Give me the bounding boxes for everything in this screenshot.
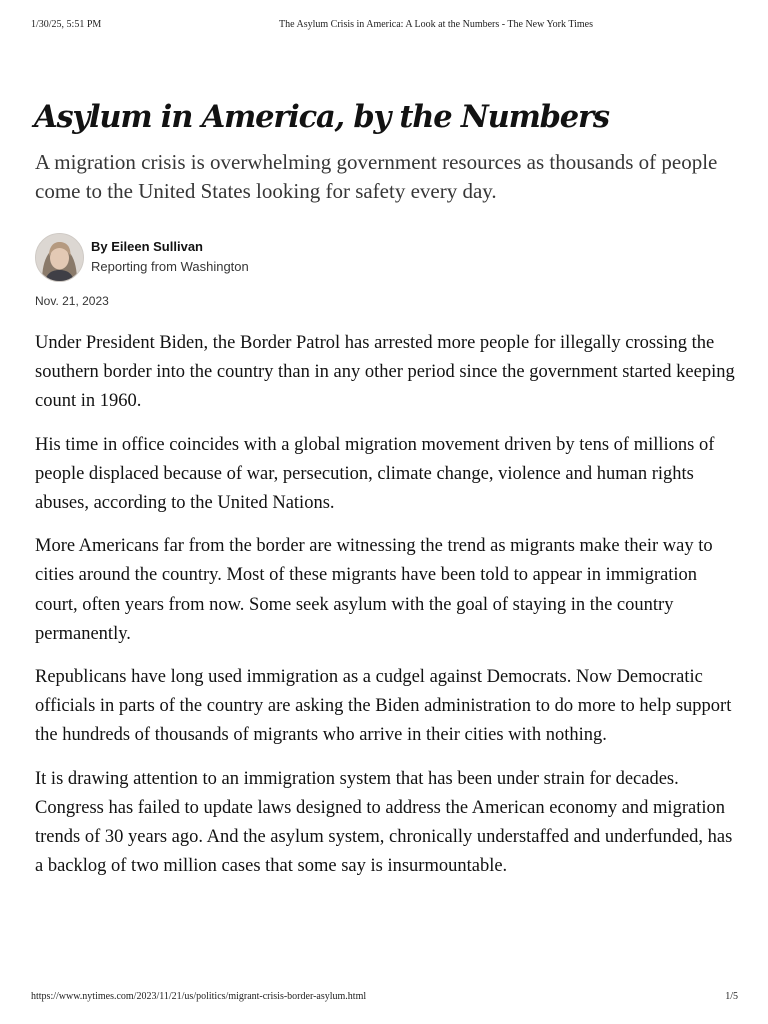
print-timestamp: 1/30/25, 5:51 PM [31,19,102,30]
print-footer [31,991,738,1005]
article-summary: A migration crisis is overwhelming government resources as thousands of people come to the United States looking for safety every day. [35,150,718,203]
byline [35,233,435,285]
print-header [31,19,741,33]
article-headline: Asylum in America, by the Numbers [34,99,609,135]
author-avatar[interactable] [35,233,84,282]
byline-location: Reporting from Washington [91,259,249,274]
print-url[interactable]: https://www.nytimes.com/2023/11/21/us/politics/migrant-crisis-border-asylum.html [31,991,367,1002]
body-paragraph: It is drawing attention to an immigration system that has been under strain for decades. Congress has failed to update laws designed to address the American economy and migration trends of 30 years ago. And the asylum system, chronically understaffed and underfunded, has a backlog of two million cases that some say is insurmountable. [35,768,733,877]
page-number: 1/5 [725,991,738,1002]
body-paragraph: His time in office coincides with a global migration movement driven by tens of millions of people displaced because of war, persecution, climate change, violence and human rights abuses, according to the United Nations. [35,434,715,514]
body-paragraph: Under President Biden, the Border Patrol has arrested more people for illegally crossing the southern border into the country than in any other period since the government started keeping count in 1960. [35,333,735,412]
article-body [35,329,735,895]
publish-date: Nov. 21, 2023 [35,294,109,308]
body-paragraph: More Americans far from the border are witnessing the trend as migrants make their way to cities around the country. Most of these migrants have been told to appear in immigration court, often years from now. Some seek asylum with the goal of staying in the country permanently. [35,536,713,644]
byline-author[interactable]: By Eileen Sullivan [91,239,203,254]
print-page-title: The Asylum Crisis in America: A Look at the Numbers - The New York Times [279,19,593,30]
author-portrait-icon [36,234,83,281]
body-paragraph: Republicans have long used immigration as a cudgel against Democrats. Now Democratic officials in parts of the country are asking the Biden administration to do more to help support the hundreds of thousands of migrants who arrive in their cities with nothing. [35,667,732,746]
